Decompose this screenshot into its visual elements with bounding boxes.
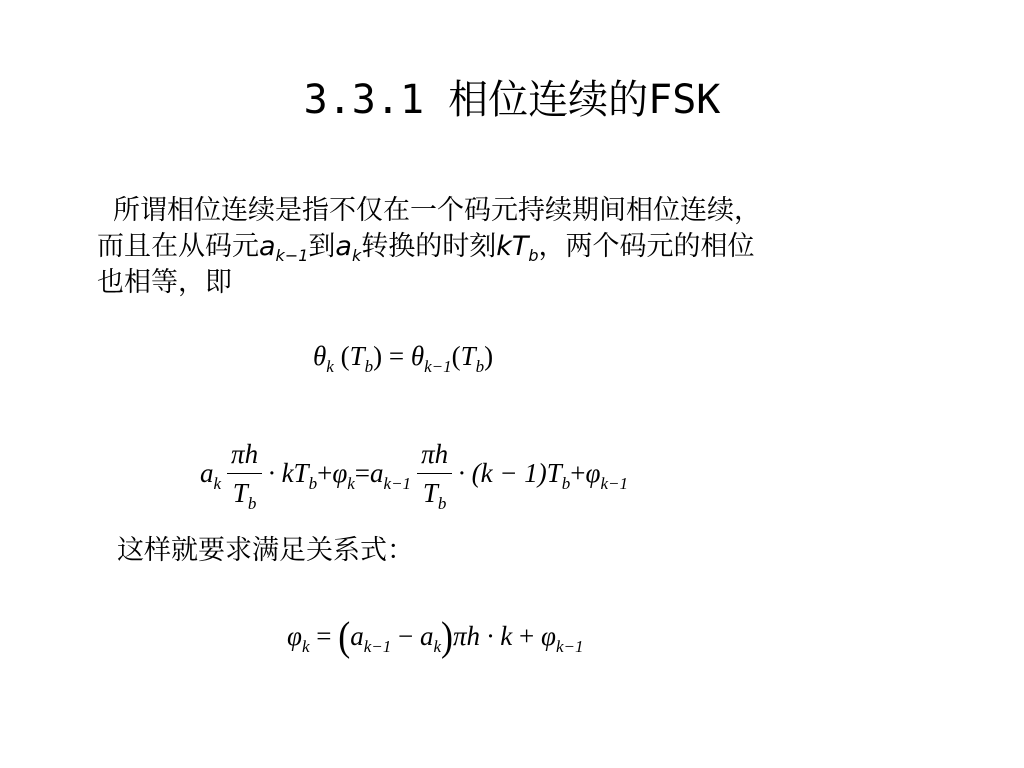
relation-caption: 这样就要求满足关系式：	[117, 535, 414, 566]
subscript: k−1	[363, 637, 392, 656]
symbol-a: a	[350, 621, 364, 651]
paragraph-line-3: 也相等，即	[97, 267, 232, 298]
symbol-k: k	[496, 231, 512, 262]
term-kTb	[268, 457, 318, 493]
equation-phase-match	[200, 428, 628, 518]
subscript: k−1	[275, 246, 309, 265]
equation-phi-recursion	[287, 614, 584, 658]
fraction-pi-h-over-Tb	[417, 438, 452, 513]
left-paren: (	[338, 613, 351, 659]
subscript: b	[308, 473, 318, 493]
symbol-T: T	[232, 477, 248, 508]
symbol-theta: θ	[313, 341, 327, 371]
term-phi-k	[332, 457, 355, 493]
subscript: b	[437, 493, 447, 513]
symbol-T: T	[422, 477, 438, 508]
term-a-k	[200, 457, 222, 493]
paragraph-line-2	[97, 229, 937, 265]
symbol-a: a	[335, 231, 352, 262]
symbol-phi: φ	[585, 457, 601, 488]
symbol-pi-h: πh	[421, 438, 449, 469]
numerator	[227, 438, 262, 474]
paragraph-line-1: 所谓相位连续是指不仅在一个码元持续期间相位连续，	[113, 195, 761, 226]
symbol-a: a	[370, 457, 384, 488]
paren: (	[340, 341, 350, 371]
subscript: k−1	[600, 473, 628, 493]
subscript: b	[475, 357, 485, 376]
term-k-minus-1-Tb	[458, 457, 571, 493]
fraction-pi-h-over-Tb	[227, 438, 262, 513]
numerator	[417, 438, 452, 474]
denominator	[422, 474, 447, 513]
subscript: k−1	[555, 637, 584, 656]
paren: )	[373, 341, 383, 371]
term-phi-k-minus-1	[585, 457, 628, 493]
equals-sign: =	[382, 341, 411, 371]
symbol-pi-h: πh	[231, 438, 259, 469]
paren: (	[451, 341, 461, 371]
symbol-phi: φ	[541, 621, 556, 651]
text-segment: 而且在从码元	[97, 231, 259, 262]
symbol-a: a	[259, 231, 276, 262]
equation-phase-continuity	[313, 336, 493, 376]
plus-sign: +	[512, 621, 542, 651]
symbol-phi: φ	[332, 457, 348, 488]
subscript: k	[326, 357, 334, 376]
subscript: b	[528, 246, 539, 265]
body-paragraph	[97, 193, 937, 301]
symbol-a: a	[200, 457, 214, 488]
text-segment: ，两个码元的相位	[538, 231, 755, 262]
subscript: b	[247, 493, 257, 513]
equals-sign: =	[309, 621, 339, 651]
subscript: k	[433, 637, 442, 656]
subscript: b	[561, 473, 571, 493]
equals-sign: =	[354, 457, 371, 488]
right-paren: )	[441, 613, 454, 659]
subscript: k−1	[383, 473, 412, 493]
subscript: k	[351, 246, 362, 265]
subscript: k−1	[424, 357, 452, 376]
symbol-theta: θ	[410, 341, 425, 371]
slide-title: 3.3.1 相位连续的FSK	[303, 77, 721, 123]
symbol-T: T	[349, 341, 365, 371]
symbol-T: T	[511, 231, 529, 262]
symbol-a-k	[335, 231, 362, 265]
denominator	[232, 474, 257, 513]
text-segment: 到	[308, 231, 336, 262]
symbol-a-k-minus-1	[259, 231, 309, 265]
text-segment: 转换的时刻	[361, 231, 497, 262]
subscript: k	[301, 637, 310, 656]
minus-sign: −	[391, 621, 420, 651]
symbol-phi: φ	[287, 621, 302, 651]
subscript: b	[364, 357, 374, 376]
term-a-k-minus-1	[370, 457, 412, 493]
symbol-k-T-b	[496, 231, 539, 265]
plus-sign: +	[317, 457, 333, 488]
symbol-dot-paren: · (k − 1)T	[458, 457, 562, 488]
subscript: k	[347, 473, 355, 493]
symbol-pi-h-dot-k: πh · k	[453, 621, 513, 651]
paren: )	[484, 341, 494, 371]
plus-sign: +	[570, 457, 586, 488]
symbol-T: T	[460, 341, 476, 371]
subscript: k	[213, 473, 222, 493]
symbol-a: a	[419, 621, 434, 651]
symbol-dot-kT: · kT	[268, 457, 309, 488]
